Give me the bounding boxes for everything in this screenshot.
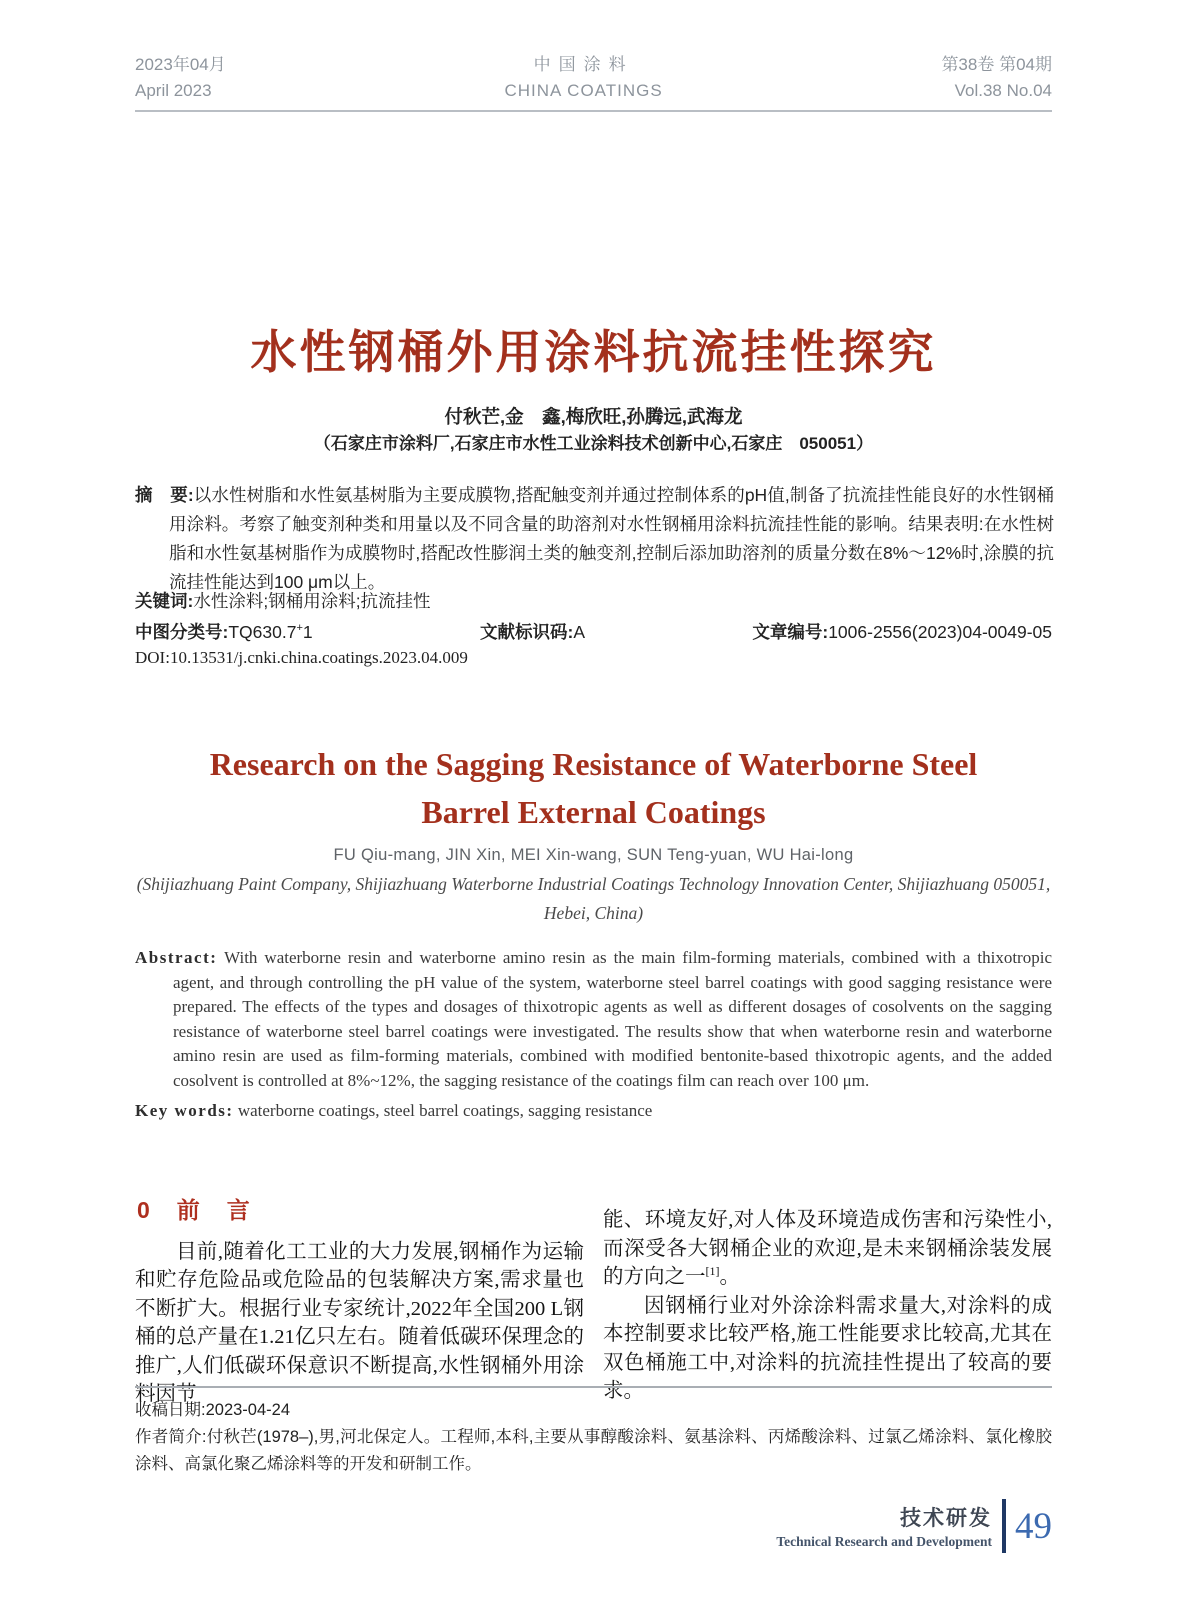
abstract-cn-paragraph	[135, 481, 1054, 597]
author-bio-line	[135, 1424, 1052, 1478]
abstract-en-paragraph	[135, 946, 1052, 1093]
keywords-cn-text: 水性涂料;钢桶用涂料;抗流挂性	[193, 591, 431, 611]
citation-ref: [1]	[705, 1264, 720, 1279]
article-id-value: 1006-2556(2023)04-0049-05	[828, 622, 1052, 642]
running-head-volume	[941, 52, 1052, 103]
article-id-item	[752, 619, 1052, 644]
footer-section-en: Technical Research and Development	[776, 1534, 992, 1549]
keywords-cn	[135, 588, 1054, 613]
body-columns	[135, 1196, 1052, 1409]
keywords-en-label: Key words:	[135, 1101, 234, 1120]
journal-name-en: CHINA COATINGS	[504, 80, 663, 100]
body-paragraph-right-1	[603, 1206, 1052, 1292]
article-title-cn: 水性钢桶外用涂料抗流挂性探究	[250, 326, 937, 378]
keywords-en-text: waterborne coatings, steel barrel coatings, sagging resistance	[237, 1101, 653, 1120]
abstract-en-text: With waterborne resin and waterborne amino resin as the main film-forming materials, combined with a thixotropic agent, and through controlling the pH value of the system, waterborne steel barrel coatings with good sagging resistance were prepared. The effects of the types and dosages of thixotropic agents as well as different dosages of cosolvents on the sagging resistance of waterborne steel barrel coatings were investigated. The results show that when waterborne resin and waterborne amino resin are used as film-forming materials, combined with modified bentonite-based thixotropic agents, and the added cosolvent is controlled at 8%~12%, the sagging resistance of the coatings film can reach over 100 μm.	[173, 948, 1052, 1090]
author-bio-text: 付秋芒(1978–),男,河北保定人。工程师,本科,主要从事醇酸涂料、氨基涂料、丙烯酸涂料、过氯乙烯涂料、氯化橡胶涂料、高氯化聚乙烯涂料等的开发和研制工作。	[135, 1428, 1052, 1473]
clc-label: 中图分类号:	[135, 622, 229, 642]
running-head-journal	[504, 52, 662, 103]
article-id-label: 文章编号:	[752, 622, 829, 642]
page-footer	[776, 1499, 1052, 1553]
clc-superscript: +	[296, 622, 303, 635]
doc-code-item	[480, 619, 585, 644]
abstract-cn-text: 以水性树脂和水性氨基树脂为主要成膜物,搭配触变剂并通过控制体系的pH值,制备了抗流挂性能良好的水性钢桶用涂料。考察了触变剂种类和用量以及不同含量的助溶剂对水性钢桶用涂料抗流挂性能的影响。结果表明:在水性树脂和水性氨基树脂作为成膜物时,搭配改性膨润土类的触变剂,控制后添加助溶剂的质量分数在8%～12%时,涂膜的抗流挂性能达到100 μm以上。	[169, 485, 1054, 592]
keywords-cn-label: 关键词:	[135, 591, 194, 611]
authors-cn: 付秋芒,金 鑫,梅欣旺,孙腾远,武海龙	[444, 406, 743, 427]
footer-section-cn: 技术研发	[900, 1507, 992, 1530]
body-paragraph-right-1-end: 。	[719, 1266, 740, 1288]
doi: DOI:10.13531/j.cnki.china.coatings.2023.04.009	[135, 648, 468, 667]
author-bio-label: 作者简介:	[135, 1428, 207, 1446]
body-paragraph-left: 目前,随着化工工业的大力发展,钢桶作为运输和贮存危险品或危险品的包装解决方案,需求量也不断扩大。根据行业专家统计,2022年全国200 L钢桶的总产量在1.21亿只左右。随着低碳环保理念的推广,人们低碳环保意识不断提高,水性钢桶外用涂料因节	[135, 1240, 584, 1405]
affiliation-en: (Shijiazhuang Paint Company, Shijiazhuang Waterborne Industrial Coatings Technology Innovation Center, Shijiazhuang 050051, Hebei, China)	[136, 874, 1051, 923]
section-heading: 0 前 言	[137, 1197, 252, 1223]
received-date-label: 收稿日期:	[135, 1401, 206, 1419]
article-title-en-line2: Barrel External Coatings	[421, 794, 766, 830]
body-paragraph-right-2: 因钢桶行业对外涂涂料需求量大,对涂料的成本控制要求比较严格,施工性能要求比较高,尤其在双色桶施工中,对涂料的抗流挂性提出了较高的要求。	[603, 1294, 1052, 1402]
article-title-en	[0, 740, 1187, 836]
body-paragraph-right-1-text: 能、环境友好,对人体及环境造成伤害和污染性小,而深受各大钢桶企业的欢迎,是未来钢桶涂装发展的方向之一	[603, 1209, 1052, 1288]
running-head-date	[135, 52, 226, 103]
affiliation-cn: （石家庄市涂料厂,石家庄市水性工业涂料技术创新中心,石家庄 050051）	[313, 434, 874, 453]
clc-item	[135, 619, 313, 644]
keywords-en	[135, 1099, 1052, 1124]
abstract-cn-label: 摘 要:	[135, 485, 194, 505]
footnote	[135, 1386, 1052, 1478]
body-column-left	[135, 1196, 584, 1409]
volume-en: Vol.38 No.04	[954, 80, 1052, 100]
page-number: 49	[1015, 1505, 1052, 1547]
received-date-line	[135, 1397, 1052, 1424]
received-date-value: 2023-04-24	[205, 1401, 290, 1419]
authors-en: FU Qiu-mang, JIN Xin, MEI Xin-wang, SUN Teng-yuan, WU Hai-long	[333, 846, 854, 864]
article-title-en-line1: Research on the Sagging Resistance of Waterborne Steel	[209, 746, 978, 782]
running-head	[135, 52, 1052, 112]
volume-cn: 第38卷 第04期	[941, 55, 1052, 74]
date-en: April 2023	[135, 80, 212, 100]
date-cn: 2023年04月	[135, 55, 226, 74]
abstract-en-label: Abstract:	[135, 948, 218, 967]
footer-section-labels	[776, 1502, 992, 1550]
doc-code-label: 文献标识码:	[479, 622, 574, 642]
abstract-cn	[135, 481, 1054, 597]
classification-row	[135, 619, 1052, 644]
clc-value: TQ630.7	[228, 622, 297, 642]
journal-name-cn: 中国涂料	[533, 55, 634, 74]
abstract-en	[135, 946, 1052, 1124]
clc-tail: 1	[302, 622, 313, 642]
doc-code-value: A	[573, 622, 585, 642]
footer-divider-bar	[1002, 1499, 1006, 1553]
body-column-right	[603, 1196, 1052, 1409]
